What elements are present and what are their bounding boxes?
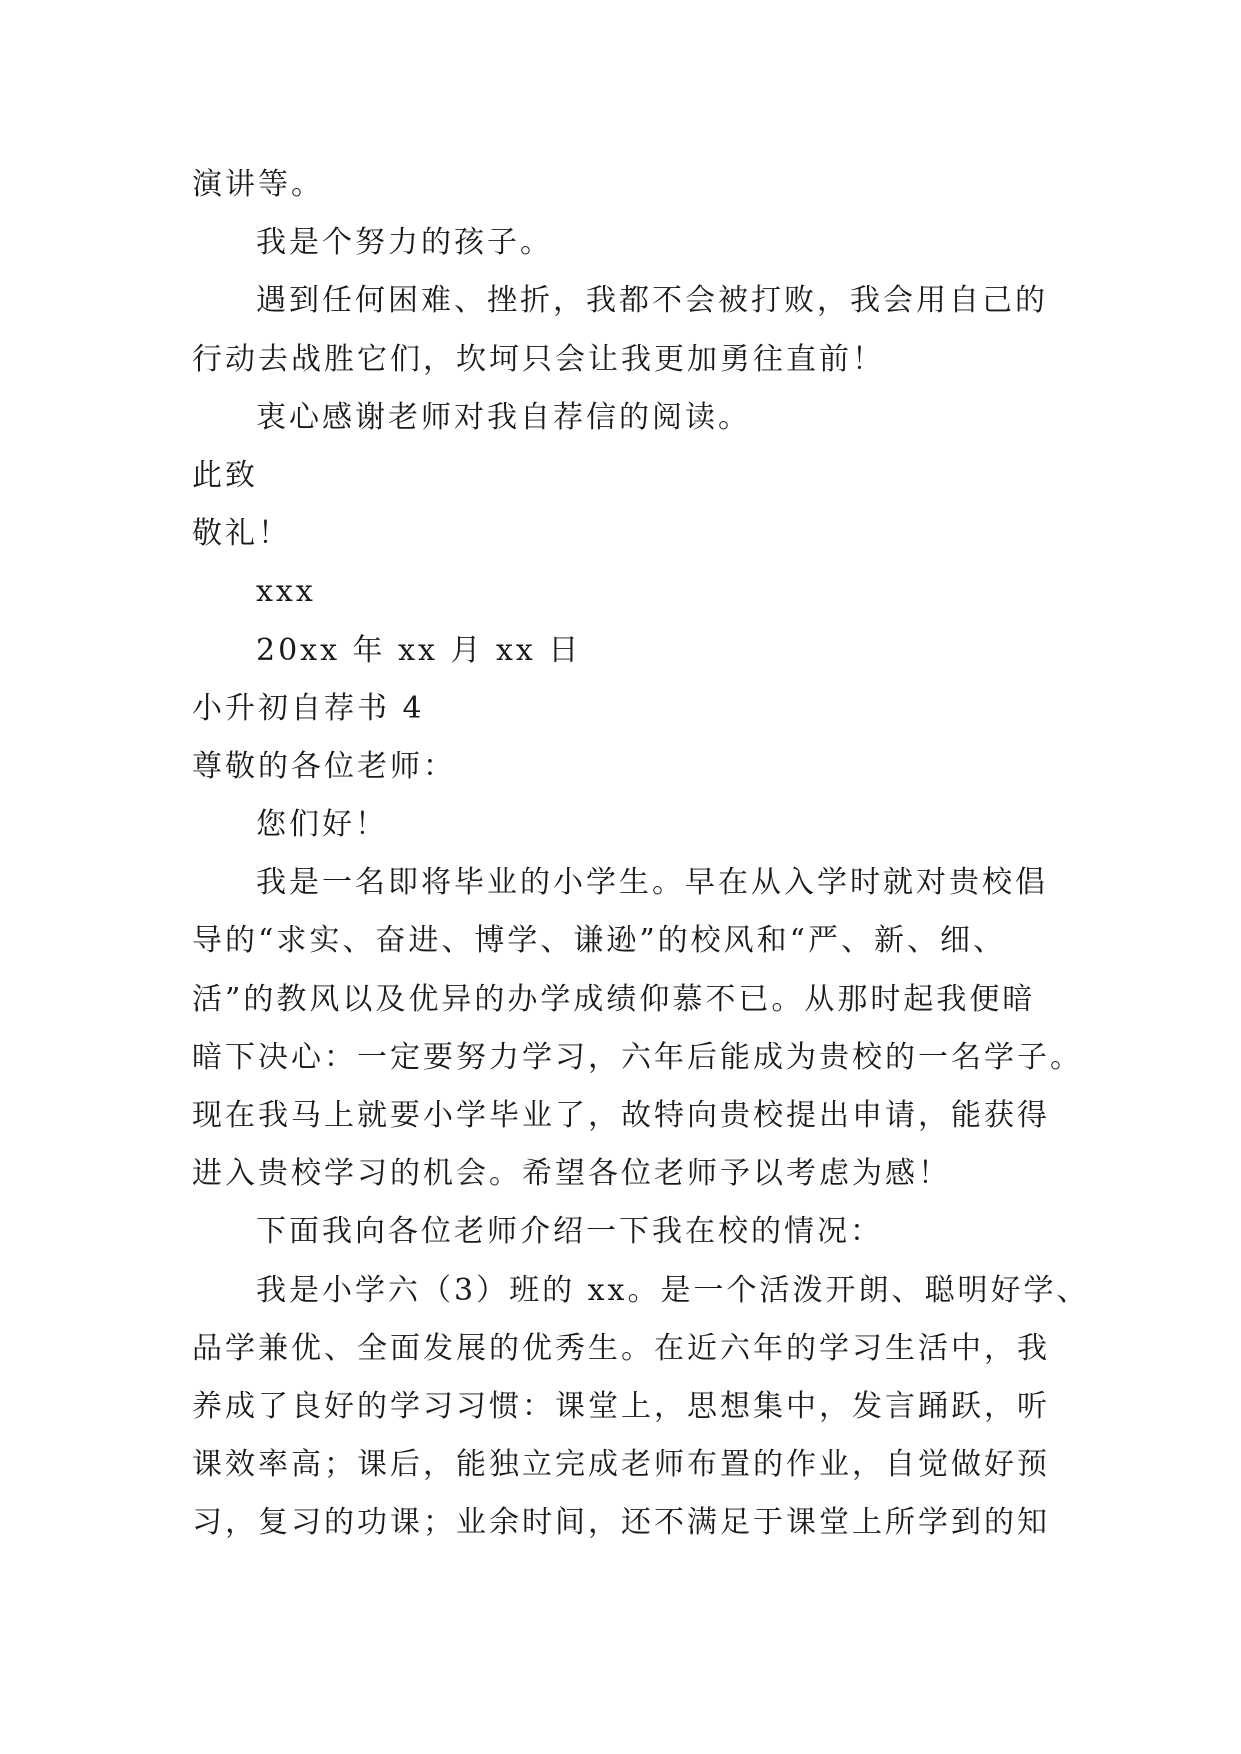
- signature-date: 20xx 年 xx 月 xx 日: [256, 632, 582, 668]
- letter-body: [192, 156, 1090, 1553]
- text-line: 我是小学六（3）班的 xx。是一个活泼开朗、聪明好学、: [256, 1272, 1090, 1308]
- text-line: 课效率高；课后，能独立完成老师布置的作业，自觉做好预: [192, 1447, 1050, 1483]
- text-line: 活”的教风以及优异的办学成绩仰慕不已。从那时起我便暗: [192, 981, 1036, 1017]
- section-title: 小升初自荐书 4: [192, 690, 425, 726]
- text-line: 演讲等。: [192, 167, 324, 202]
- text-line: 品学兼优、全面发展的优秀生。在近六年的学习生活中，我: [192, 1330, 1050, 1366]
- text-line: 我是一名即将毕业的小学生。早在从入学时就对贵校倡: [256, 865, 1048, 901]
- text-line: 下面我向各位老师介绍一下我在校的情况：: [256, 1214, 883, 1250]
- text-line: 行动去战胜它们，坎坷只会让我更加勇往直前！: [192, 341, 885, 377]
- greeting: 您们好！: [256, 807, 388, 843]
- salutation: 尊敬的各位老师：: [192, 748, 456, 784]
- text-line: 导的“求实、奋进、博学、谦逊”的校风和“严、新、细、: [192, 923, 1007, 959]
- text-line: 进入贵校学习的机会。希望各位老师予以考虑为感！: [192, 1156, 951, 1192]
- text-line: 暗下决心：一定要努力学习，六年后能成为贵校的一名学子。: [192, 1039, 1083, 1075]
- closing-line: 此致: [192, 457, 258, 493]
- text-line: 现在我马上就要小学毕业了，故特向贵校提出申请，能获得: [192, 1098, 1050, 1133]
- text-line: 衷心感谢老师对我自荐信的阅读。: [256, 399, 751, 435]
- text-line: 养成了良好的学习习惯：课堂上，思想集中，发言踊跃，听: [192, 1388, 1050, 1424]
- text-line: 遇到任何困难、挫折，我都不会被打败，我会用自己的: [256, 283, 1048, 319]
- signature-name: xxx: [256, 574, 316, 610]
- text-line: 习，复习的功课；业余时间，还不满足于课堂上所学到的知: [192, 1505, 1050, 1541]
- text-line: 我是个努力的孩子。: [256, 225, 553, 261]
- closing-salute: 敬礼！: [192, 516, 291, 552]
